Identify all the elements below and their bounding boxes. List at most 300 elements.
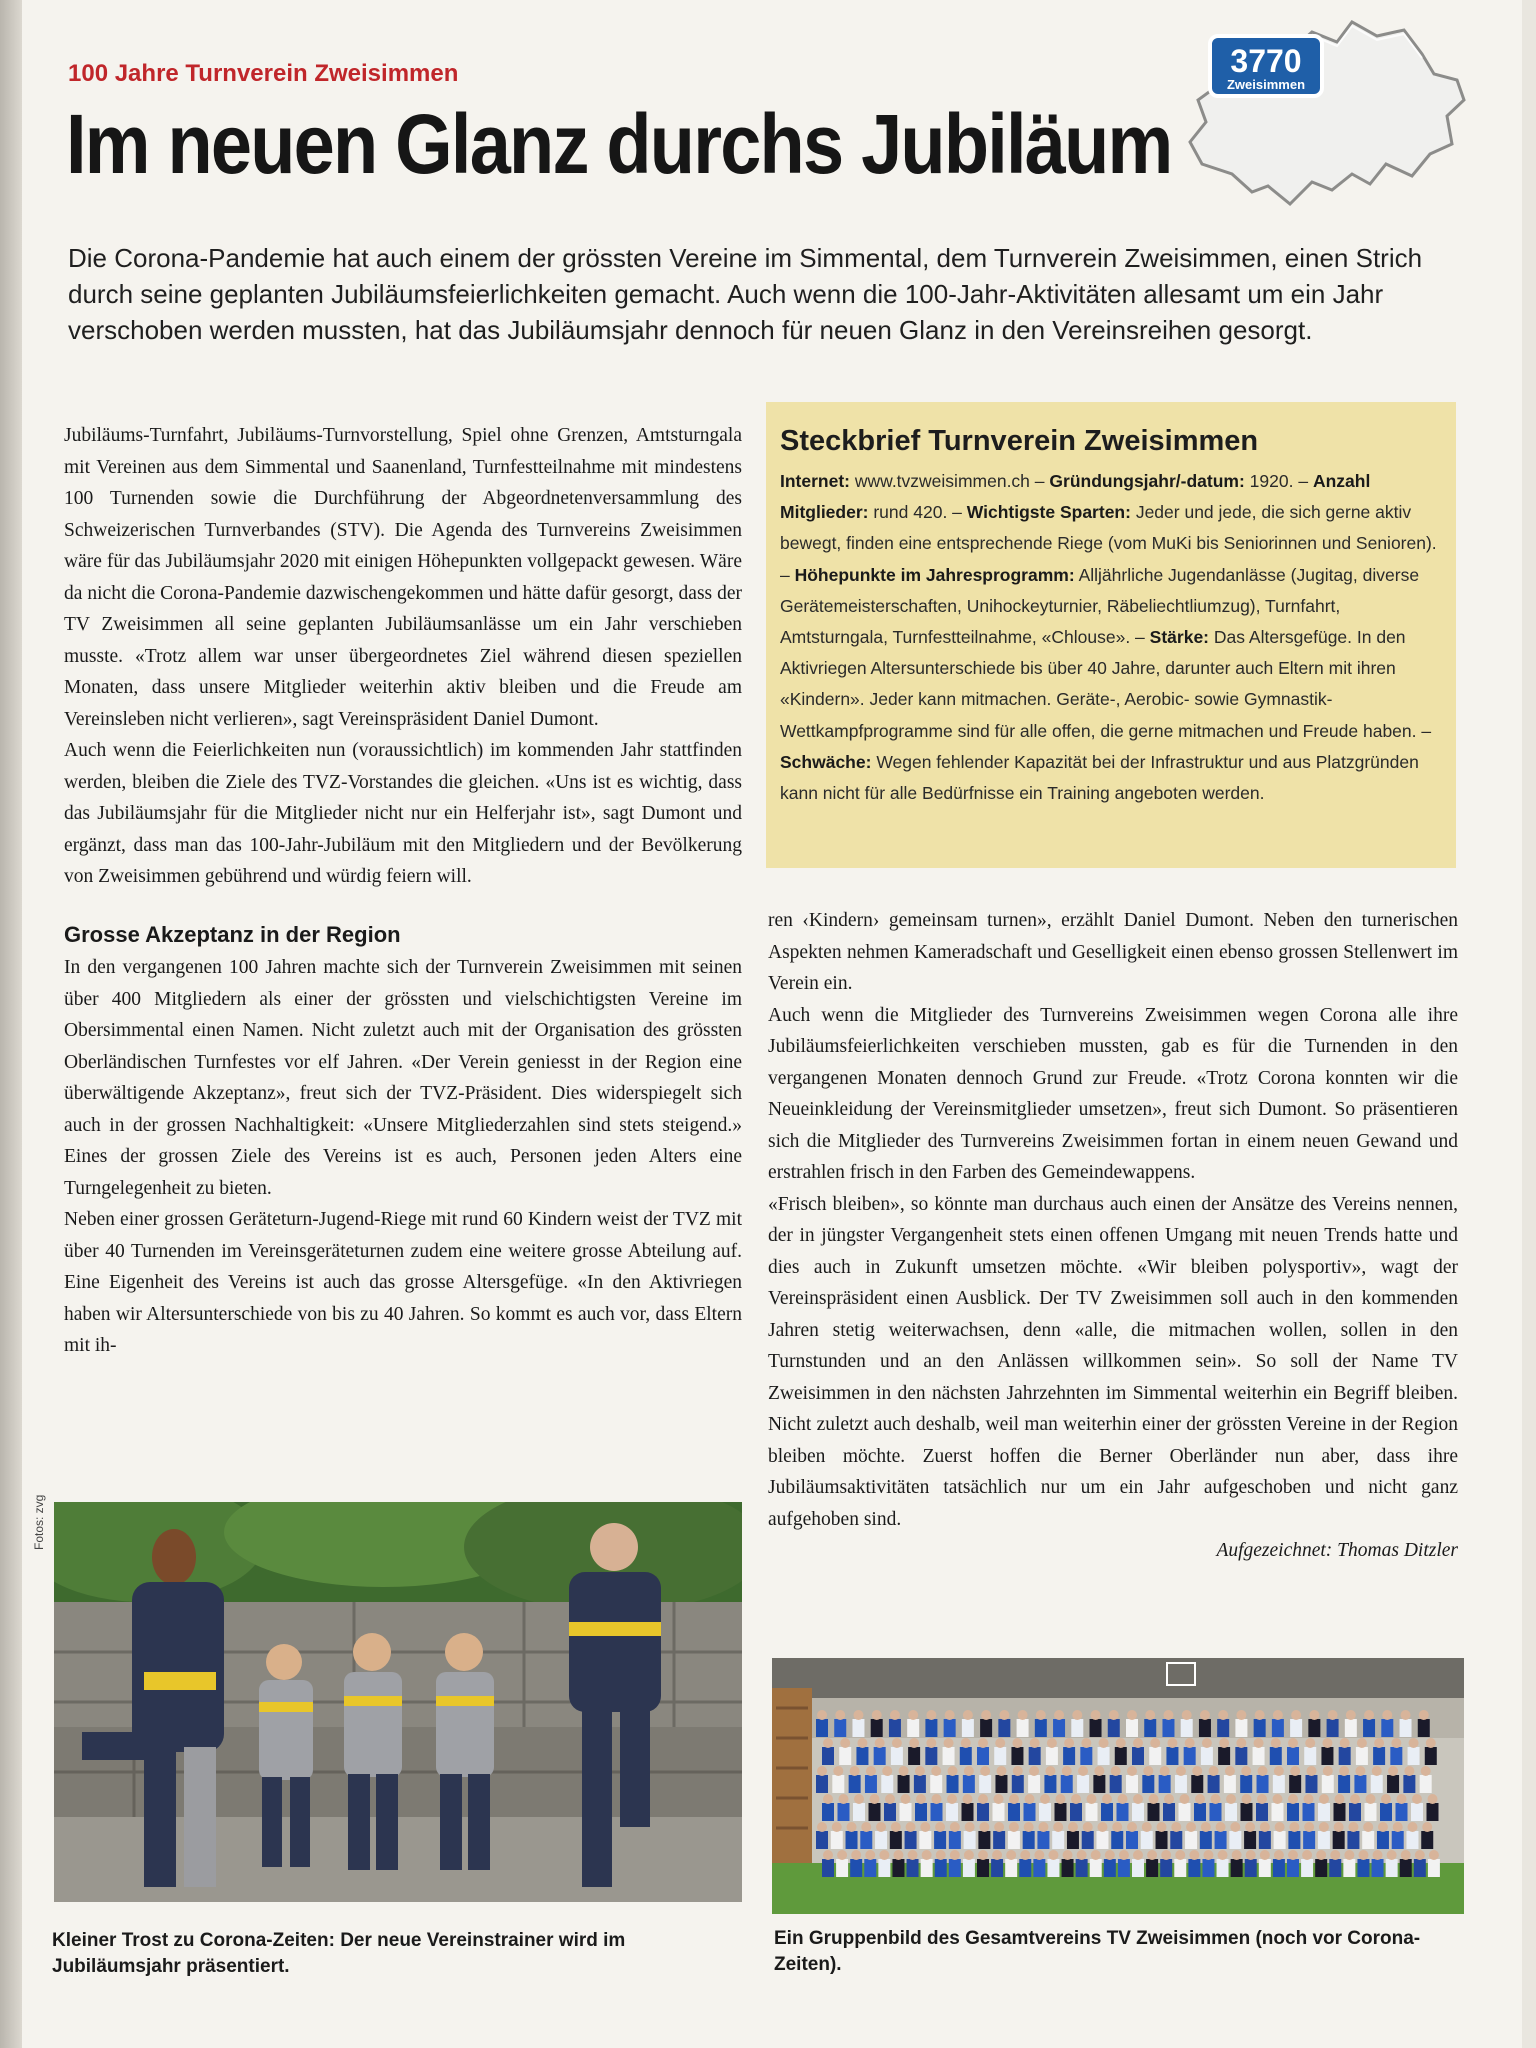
crowd-head — [1378, 1822, 1388, 1832]
crowd-person — [931, 1803, 943, 1821]
crowd-person — [1126, 1719, 1138, 1737]
crowd-head — [1382, 1710, 1392, 1720]
crowd-head — [1195, 1794, 1205, 1804]
crowd-head — [837, 1850, 847, 1860]
crowd-person — [1115, 1747, 1127, 1765]
crowd-person — [1185, 1831, 1197, 1849]
switzerland-map-icon — [1172, 14, 1472, 219]
crowd-person — [1142, 1775, 1154, 1793]
crowd-person — [1308, 1719, 1320, 1737]
crowd-head — [1242, 1794, 1252, 1804]
crowd-person — [1093, 1775, 1105, 1793]
byline: Aufgezeichnet: Thomas Ditzler — [1216, 1540, 1458, 1561]
crowd-head — [1305, 1738, 1315, 1748]
crowd-head — [908, 1850, 918, 1860]
crowd-person — [1392, 1831, 1404, 1849]
crowd-head — [1289, 1822, 1299, 1832]
crowd-person — [935, 1859, 947, 1877]
crowd-person — [1229, 1831, 1241, 1849]
crowd-head — [1036, 1710, 1046, 1720]
crowd-person — [860, 1831, 872, 1849]
crowd-head — [1401, 1710, 1411, 1720]
fact-value-internet: www.tvzweisimmen.ch – — [854, 471, 1045, 491]
crowd-head — [1393, 1822, 1403, 1832]
crowd-person — [993, 1803, 1005, 1821]
crowd-person — [934, 1831, 946, 1849]
crowd-person — [1082, 1831, 1094, 1849]
crowd-person — [1217, 1719, 1229, 1737]
crowd-head — [1053, 1822, 1063, 1832]
crowd-person — [1179, 1803, 1191, 1821]
crowd-person — [1086, 1803, 1098, 1821]
crowd-head — [1412, 1794, 1422, 1804]
crowd-head — [1274, 1766, 1284, 1776]
crowd-person — [881, 1775, 893, 1793]
fact-value-weakness: Wegen fehlender Kapazität bei der Infrastruktur und aus Platzgründen kann nicht für alle Bedürfnisse ein Training angeboten werden. — [780, 751, 1419, 804]
crowd-person — [977, 1859, 989, 1877]
crowd-person — [1162, 1719, 1174, 1737]
crowd-head — [817, 1710, 827, 1720]
crowd-person — [1046, 1747, 1058, 1765]
crowd-person — [1159, 1775, 1171, 1793]
section-heading: Grosse Akzeptanz in der Region — [64, 921, 401, 947]
crowd-person — [905, 1831, 917, 1849]
crowd-person — [925, 1719, 937, 1737]
page-title: Im neuen Glanz durchs Jubiläum — [66, 97, 1172, 191]
fact-box-body — [780, 466, 1440, 809]
crowd-person — [1427, 1803, 1439, 1821]
crowd-person — [852, 1719, 864, 1737]
crowd-head — [1260, 1850, 1270, 1860]
crowd-head — [1034, 1850, 1044, 1860]
crowd-person — [1272, 1803, 1284, 1821]
crowd-head — [1056, 1794, 1066, 1804]
crowd-head — [847, 1822, 857, 1832]
crowd-person — [963, 1859, 975, 1877]
crowd-head — [1419, 1710, 1429, 1720]
crowd-head — [1335, 1794, 1345, 1804]
crowd-person — [1218, 1747, 1230, 1765]
crowd-person — [994, 1747, 1006, 1765]
crowd-head — [935, 1822, 945, 1832]
crowd-head — [861, 1822, 871, 1832]
crowd-person — [1373, 1747, 1385, 1765]
crowd-person — [1235, 1719, 1247, 1737]
crowd-person — [1199, 1719, 1211, 1737]
crowd-head — [1118, 1794, 1128, 1804]
crowd-person — [1365, 1803, 1377, 1821]
crowd-person — [1126, 1831, 1138, 1849]
crowd-head — [1274, 1850, 1284, 1860]
crowd-head — [926, 1738, 936, 1748]
crowd-head — [1288, 1738, 1298, 1748]
crowd-head — [1081, 1738, 1091, 1748]
crowd-head — [1319, 1822, 1329, 1832]
crowd-person — [831, 1831, 843, 1849]
crowd-head — [893, 1850, 903, 1860]
crowd-person — [1244, 1831, 1256, 1849]
crowd-head — [1083, 1822, 1093, 1832]
crowd-person — [1418, 1719, 1430, 1737]
crowd-person — [1287, 1859, 1299, 1877]
crowd-person — [816, 1775, 828, 1793]
crowd-head — [1350, 1794, 1360, 1804]
crowd-person — [1225, 1803, 1237, 1821]
crowd-head — [1290, 1766, 1300, 1776]
crowd-head — [964, 1766, 974, 1776]
crowd-person — [834, 1719, 846, 1737]
crowd-person — [890, 1831, 902, 1849]
crowd-head — [1275, 1822, 1285, 1832]
crowd-person — [853, 1803, 865, 1821]
crowd-person — [1274, 1831, 1286, 1849]
crowd-person — [1270, 1747, 1282, 1765]
crowd-person — [1044, 1775, 1056, 1793]
crowd-person — [1356, 1747, 1368, 1765]
crowd-person — [1039, 1803, 1051, 1821]
crowd-head — [1167, 1738, 1177, 1748]
crowd-person — [1101, 1803, 1113, 1821]
crowd-head — [879, 1850, 889, 1860]
crowd-person — [1208, 1775, 1220, 1793]
crowd-person — [1037, 1831, 1049, 1849]
crowd-person — [1053, 1719, 1065, 1737]
crowd-head — [1428, 1794, 1438, 1804]
crowd-head — [1322, 1738, 1332, 1748]
fact-box-title: Steckbrief Turnverein Zweisimmen — [780, 425, 1259, 457]
crowd-head — [875, 1738, 885, 1748]
crowd-head — [1355, 1766, 1365, 1776]
crowd-person — [1008, 1803, 1020, 1821]
crowd-person — [1035, 1719, 1047, 1737]
crowd-person — [908, 1747, 920, 1765]
crowd-person — [846, 1831, 858, 1849]
crowd-head — [1091, 1710, 1101, 1720]
fact-label-weakness: Schwäche: — [780, 751, 872, 772]
crowd-head — [1171, 1822, 1181, 1832]
crowd-head — [1116, 1738, 1126, 1748]
crowd-person — [1071, 1719, 1083, 1737]
crowd-head — [915, 1766, 925, 1776]
crowd-head — [851, 1850, 861, 1860]
crowd-head — [1077, 1850, 1087, 1860]
crowd-head — [854, 1794, 864, 1804]
crowd-person — [991, 1859, 1003, 1877]
crowd-head — [1344, 1850, 1354, 1860]
fact-label-internet: Internet: — [780, 471, 850, 491]
crowd-head — [1009, 1794, 1019, 1804]
crowd-head — [1109, 1710, 1119, 1720]
crowd-head — [1048, 1850, 1058, 1860]
crowd-head — [1381, 1794, 1391, 1804]
crowd-person — [1174, 1859, 1186, 1877]
crowd-person — [1403, 1775, 1415, 1793]
crowd-head — [1273, 1710, 1283, 1720]
crowd-head — [1157, 1822, 1167, 1832]
crowd-head — [1202, 1738, 1212, 1748]
crowd-head — [1364, 1710, 1374, 1720]
crowd-head — [866, 1766, 876, 1776]
crowd-head — [1219, 1738, 1229, 1748]
crowd-person — [1339, 1747, 1351, 1765]
crowd-head — [1164, 1794, 1174, 1804]
crowd-head — [1063, 1850, 1073, 1860]
crowd-person — [1132, 1803, 1144, 1821]
crowd-head — [1068, 1822, 1078, 1832]
crowd-person — [1217, 1859, 1229, 1877]
fact-box — [766, 402, 1456, 868]
crowd-person — [919, 1831, 931, 1849]
fact-label-strength: Stärke: — [1149, 627, 1210, 648]
crowd-head — [1201, 1822, 1211, 1832]
crowd-head — [1163, 1710, 1173, 1720]
crowd-person — [1387, 1775, 1399, 1793]
crowd-head — [909, 1738, 919, 1748]
crowd-person — [900, 1803, 912, 1821]
crowd-head — [1018, 1710, 1028, 1720]
crowd-head — [891, 1822, 901, 1832]
crowd-head — [1334, 1822, 1344, 1832]
crowd-person — [1303, 1803, 1315, 1821]
crowd-person — [1425, 1747, 1437, 1765]
crowd-head — [992, 1850, 1002, 1860]
article-paragraph: Jubiläums-Turnfahrt, Jubiläums-Turnvorstellung, Spiel ohne Grenzen, Amtsturngala mit Vereinen aus dem Simmental und Saanenland, Turnfestteilnahme mit mindestens 100 Turnenden sowie die Durchführung der Abgeordnetenversammlung des Schweizerischen Turnverbandes (STV). Die Agenda des Turnvereins Zweisimmen wäre für das Jubiläumsjahr 2020 mit einigen Höhepunkten vollgepackt gewesen. Wäre da nicht die Corona-Pandemie dazwischengekommen und hätte dafür gesorgt, dass der TV Zweisimmen all seine geplanten Jubiläumsanlässe um ein Jahr verschieben musste. «Trotz allem war unser übergeordnetes Ziel während diesen speziellen Monaten, dass unsere Mitglieder weiterhin aktiv bleiben und die Freude am Vereinsleben nicht verlieren», sagt Vereinspräsident Daniel Dumont. — [64, 425, 742, 730]
crowd-head — [981, 1710, 991, 1720]
crowd-person — [1321, 1747, 1333, 1765]
lead-paragraph: Die Corona-Pandemie hat auch einem der grössten Vereine im Simmental, dem Turnverein Zweisimmen, einen Strich durch seine geplanten Jubiläumsfeierlichkeiten gemacht. Auch wenn die 100-Jahr-Aktivitäten allesamt um ein Jahr verschoben werden mussten, hat das Jubiläumsjahr dennoch für neuen Glanz in den Vereinsreihen gesorgt. — [68, 243, 1423, 345]
crowd-head — [978, 1850, 988, 1860]
crowd-head — [1288, 1794, 1298, 1804]
crowd-person — [1149, 1747, 1161, 1765]
crowd-head — [832, 1822, 842, 1832]
crowd-person — [998, 1719, 1010, 1737]
crowd-head — [876, 1822, 886, 1832]
crowd-head — [964, 1850, 974, 1860]
crowd-person — [1146, 1859, 1158, 1877]
crowd-person — [1386, 1859, 1398, 1877]
crowd-head — [1186, 1822, 1196, 1832]
crowd-person — [1245, 1859, 1257, 1877]
crowd-head — [1175, 1850, 1185, 1860]
crowd-person — [1194, 1803, 1206, 1821]
fact-label-sections: Wichtigste Sparten: — [966, 502, 1131, 523]
crowd-person — [914, 1775, 926, 1793]
crowd-person — [1076, 1859, 1088, 1877]
crowd-head — [980, 1766, 990, 1776]
crowd-person — [993, 1831, 1005, 1849]
crowd-head — [1218, 1710, 1228, 1720]
article-paragraph: Neben einer grossen Geräteturn-Jugend-Riege mit rund 60 Kindern weist der TVZ mit über 40 Turnenden im Vereinsgeräteturnen zudem eine weitere grosse Abteilung auf. Eine Eigenheit des Vereins ist auch das grosse Altersgefüge. «In den Aktivriegen haben wir Altersunterschiede von bis zu 40 Jahren. So kommt es auch vor, dass Eltern mit ih- — [64, 1209, 742, 1356]
crowd-person — [850, 1859, 862, 1877]
crowd-person — [1141, 1831, 1153, 1849]
crowd-person — [1273, 1775, 1285, 1793]
crowd-head — [872, 1710, 882, 1720]
crowd-head — [899, 1766, 909, 1776]
crowd-person — [816, 1719, 828, 1737]
crowd-person — [878, 1859, 890, 1877]
crowd-head — [1203, 1850, 1213, 1860]
crowd-head — [833, 1766, 843, 1776]
fact-value-sections: Jeder und jede, die sich gerne aktiv bewegt, finden eine entsprechende Riege (vom MuKi bis Seniorinnen und Senioren). – — [780, 502, 1437, 585]
crowd-head — [1133, 1738, 1143, 1748]
crowd-head — [1112, 1822, 1122, 1832]
fact-value-highlights: Alljährliche Jugendanlässe (Jugitag, diverse Gerätemeisterschaften, Unihockeyturnier, Räbeliechtliumzug), Turnfahrt, Amtsturngala, Turnfestteilnahme, «Chlouse». – — [780, 564, 1420, 648]
crowd-head — [1078, 1766, 1088, 1776]
crowd-head — [963, 1710, 973, 1720]
crowd-head — [1147, 1850, 1157, 1860]
crowd-head — [978, 1794, 988, 1804]
crowd-person — [1063, 1747, 1075, 1765]
crowd-person — [1428, 1859, 1440, 1877]
crowd-head — [936, 1850, 946, 1860]
crowd-person — [930, 1775, 942, 1793]
crowd-person — [1019, 1859, 1031, 1877]
crowd-head — [1257, 1794, 1267, 1804]
crowd-head — [1182, 1710, 1192, 1720]
crowd-person — [1329, 1859, 1341, 1877]
crowd-head — [1323, 1766, 1333, 1776]
crowd-person — [1372, 1859, 1384, 1877]
crowd-head — [1127, 1822, 1137, 1832]
crowd-head — [978, 1738, 988, 1748]
crowd-head — [1225, 1766, 1235, 1776]
crowd-person — [838, 1803, 850, 1821]
article-paragraph: Auch wenn die Mitglieder des Turnvereins Zweisimmen wegen Corona alle ihre Jubiläumsfeierlichkeiten verschieben mussten, gab es für die Turnenden in den vergangenen Monaten dennoch Grund zur Freude. «Trotz Corona konnten wir die Neueinkleidung der Vereinsmitglieder umsetzen», freut sich Dumont. So präsentieren sich die Mitglieder des Turnvereins Zweisimmen fortan in einem neuen Gewand und erstrahlen frisch in den Farben des Gemeindewappens. — [768, 1004, 1458, 1183]
crowd-head — [1045, 1766, 1055, 1776]
crowd-head — [1091, 1850, 1101, 1860]
crowd-head — [1232, 1850, 1242, 1860]
crowd-head — [1094, 1766, 1104, 1776]
crowd-person — [1259, 1859, 1271, 1877]
crowd-person — [1400, 1719, 1412, 1737]
crowd-person — [1377, 1831, 1389, 1849]
crowd-head — [823, 1738, 833, 1748]
article-paragraph: «Frisch bleiben», so könnte man durchaus auch einen der Ansätze des Vereins nennen, der in jüngster Vergangenheit stets einen offenen Umgang mit neuen Trends hatte und dies auch in Zukunft umsetzen möchte. «Wir bleiben polysportiv», wagt der Vereinspräsident einen Ausblick. Der TV Zweisimmen soll auch in den kommenden Jahren stetig weiterwachsen, denn «alle, die mitmachen wollen, sollen in den Turnstunden und an den Anlässen willkommen sein». So soll der Name TV Zweisimmen in den nächsten Jahrzehnten im Simmental weiterhin ein Begriff bleiben. Nicht zuletzt auch deshalb, weil man weiterhin einer der grössten Vereine in der Region bleiben möchte. Zuerst hoffen die Berner Oberländer nun aber, dass ihre Jubiläumsaktivitäten tatsächlich nur um ein Jahr aufgeschoben und nicht ganz aufgehoben sind. — [768, 1193, 1458, 1530]
crowd-head — [1255, 1710, 1265, 1720]
crowd-person — [1362, 1831, 1374, 1849]
crowd-person — [907, 1859, 919, 1877]
crowd-head — [1150, 1738, 1160, 1748]
crowd-head — [1273, 1794, 1283, 1804]
crowd-person — [1381, 1719, 1393, 1737]
crowd-head — [840, 1738, 850, 1748]
crowd-head — [1372, 1766, 1382, 1776]
crowd-head — [1133, 1794, 1143, 1804]
crowd-head — [1211, 1794, 1221, 1804]
crowd-person — [1098, 1747, 1110, 1765]
crowd-person — [1231, 1859, 1243, 1877]
crowd-head — [882, 1766, 892, 1776]
crowd-person — [1333, 1831, 1345, 1849]
photo-caption-right: Ein Gruppenbild des Gesamtvereins TV Zweisimmen (noch vor Corona-Zeiten). — [774, 1928, 1421, 1975]
crowd-head — [1029, 1766, 1039, 1776]
crowd-head — [1062, 1766, 1072, 1776]
crowd-person — [1318, 1803, 1330, 1821]
crowd-person — [1315, 1859, 1327, 1877]
crowd-person — [1008, 1831, 1020, 1849]
crowd-person — [1166, 1747, 1178, 1765]
crowd-head — [1357, 1738, 1367, 1748]
crowd-person — [925, 1747, 937, 1765]
crowd-head — [1216, 1822, 1226, 1832]
crowd-person — [1118, 1859, 1130, 1877]
crowd-head — [892, 1738, 902, 1748]
article-column-left — [64, 420, 742, 1362]
crowd-head — [1102, 1794, 1112, 1804]
crowd-person — [980, 1719, 992, 1737]
crowd-head — [994, 1794, 1004, 1804]
crowd-head — [1209, 1766, 1219, 1776]
crowd-head — [931, 1766, 941, 1776]
crowd-person — [1188, 1859, 1200, 1877]
crowd-person — [1148, 1803, 1160, 1821]
crowd-person — [836, 1859, 848, 1877]
crowd-person — [875, 1831, 887, 1849]
crowd-head — [950, 1850, 960, 1860]
crowd-head — [922, 1850, 932, 1860]
crowd-person — [995, 1775, 1007, 1793]
crowd-person — [849, 1775, 861, 1793]
crowd-person — [978, 1831, 990, 1849]
crowd-person — [979, 1775, 991, 1793]
crowd-head — [823, 1850, 833, 1860]
crowd-head — [1388, 1766, 1398, 1776]
crowd-person — [1345, 1719, 1357, 1737]
crowd-person — [892, 1859, 904, 1877]
crowd-head — [906, 1822, 916, 1832]
crowd-head — [1245, 1822, 1255, 1832]
crowd-head — [944, 1738, 954, 1748]
crowd-person — [1017, 1719, 1029, 1737]
crowd-head — [1328, 1710, 1338, 1720]
crowd-person — [944, 1719, 956, 1737]
crowd-person — [889, 1719, 901, 1737]
crowd-head — [853, 1710, 863, 1720]
crowd-person — [1181, 1719, 1193, 1737]
crowd-person — [1421, 1831, 1433, 1849]
crowd-person — [1005, 1859, 1017, 1877]
crowd-head — [817, 1822, 827, 1832]
photo-caption-left: Kleiner Trost zu Corona-Zeiten: Der neue Vereinstrainer wird im Jubiläumsjahr präsentiert. — [52, 1930, 626, 1977]
crowd-person — [915, 1803, 927, 1821]
crowd-head — [1241, 1766, 1251, 1776]
crowd-person — [865, 1775, 877, 1793]
crowd-head — [1111, 1766, 1121, 1776]
crowd-person — [1028, 1775, 1040, 1793]
crowd-person — [962, 1719, 974, 1737]
crowd-person — [1406, 1831, 1418, 1849]
crowd-person — [1160, 1859, 1172, 1877]
crowd-person — [816, 1831, 828, 1849]
crowd-person — [1304, 1747, 1316, 1765]
crowd-head — [1340, 1738, 1350, 1748]
crowd-head — [1142, 1822, 1152, 1832]
crowd-person — [1327, 1719, 1339, 1737]
crowd-head — [916, 1794, 926, 1804]
crowd-head — [1097, 1822, 1107, 1832]
crowd-person — [1357, 1859, 1369, 1877]
crowd-person — [921, 1859, 933, 1877]
crowd-head — [870, 1794, 880, 1804]
crowd-person — [1411, 1803, 1423, 1821]
crowd-person — [1241, 1803, 1253, 1821]
crowd-person — [1096, 1831, 1108, 1849]
crowd-person — [1334, 1803, 1346, 1821]
crowd-person — [907, 1719, 919, 1737]
crowd-person — [869, 1803, 881, 1821]
crowd-head — [1119, 1850, 1129, 1860]
crowd-person — [1420, 1775, 1432, 1793]
